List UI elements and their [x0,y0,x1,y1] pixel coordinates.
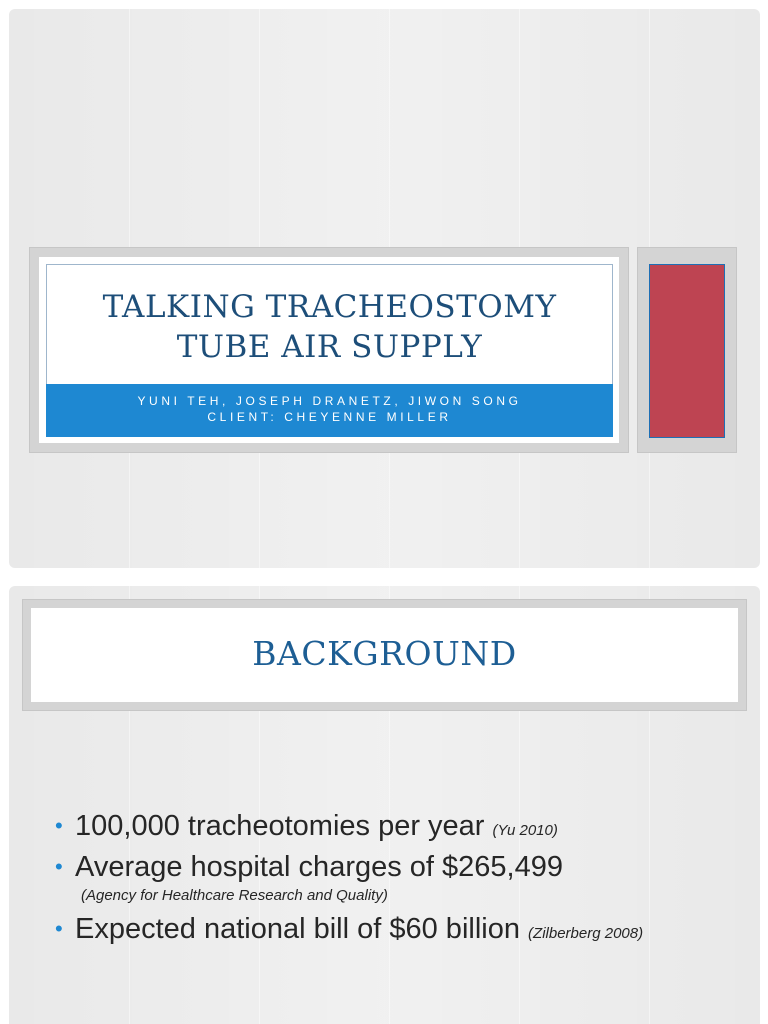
slide-title [47,287,612,367]
title-line-1: TALKING TRACHEOSTOMY [102,289,557,325]
bullet-item [55,911,745,952]
title-line-2: TUBE AIR SUPPLY [176,329,483,365]
bullet-marker: • [55,854,63,879]
bullet-item [55,849,745,885]
title-box [39,257,619,443]
slide-heading: BACKGROUND [252,634,517,673]
accent-frame [637,247,737,453]
heading-box [31,608,738,702]
bullet-text: Average hospital charges of $265,499 [75,851,563,883]
bullet-text: Expected national bill of $60 billion [75,913,520,945]
citation: (Zilberberg 2008) [528,925,644,942]
authors-text: YUNI TEH, JOSEPH DRANETZ, JIWON SONG [137,394,522,408]
title-slide[interactable] [9,9,760,568]
accent-block [649,264,725,438]
subtitle-bar [46,384,613,437]
title-frame [29,247,629,453]
bullet-text: 100,000 tracheotomies per year [75,810,485,842]
bullet-list [55,808,745,952]
title-border [46,264,613,384]
bullet-item [55,808,745,849]
heading-frame [22,599,747,711]
background-slide[interactable] [9,586,760,1024]
bullet-marker: • [55,813,63,838]
citation: (Agency for Healthcare Research and Quality) [81,887,388,904]
client-text: CLIENT: CHEYENNE MILLER [207,410,452,424]
citation: (Yu 2010) [492,822,558,839]
bullet-marker: • [55,916,63,941]
